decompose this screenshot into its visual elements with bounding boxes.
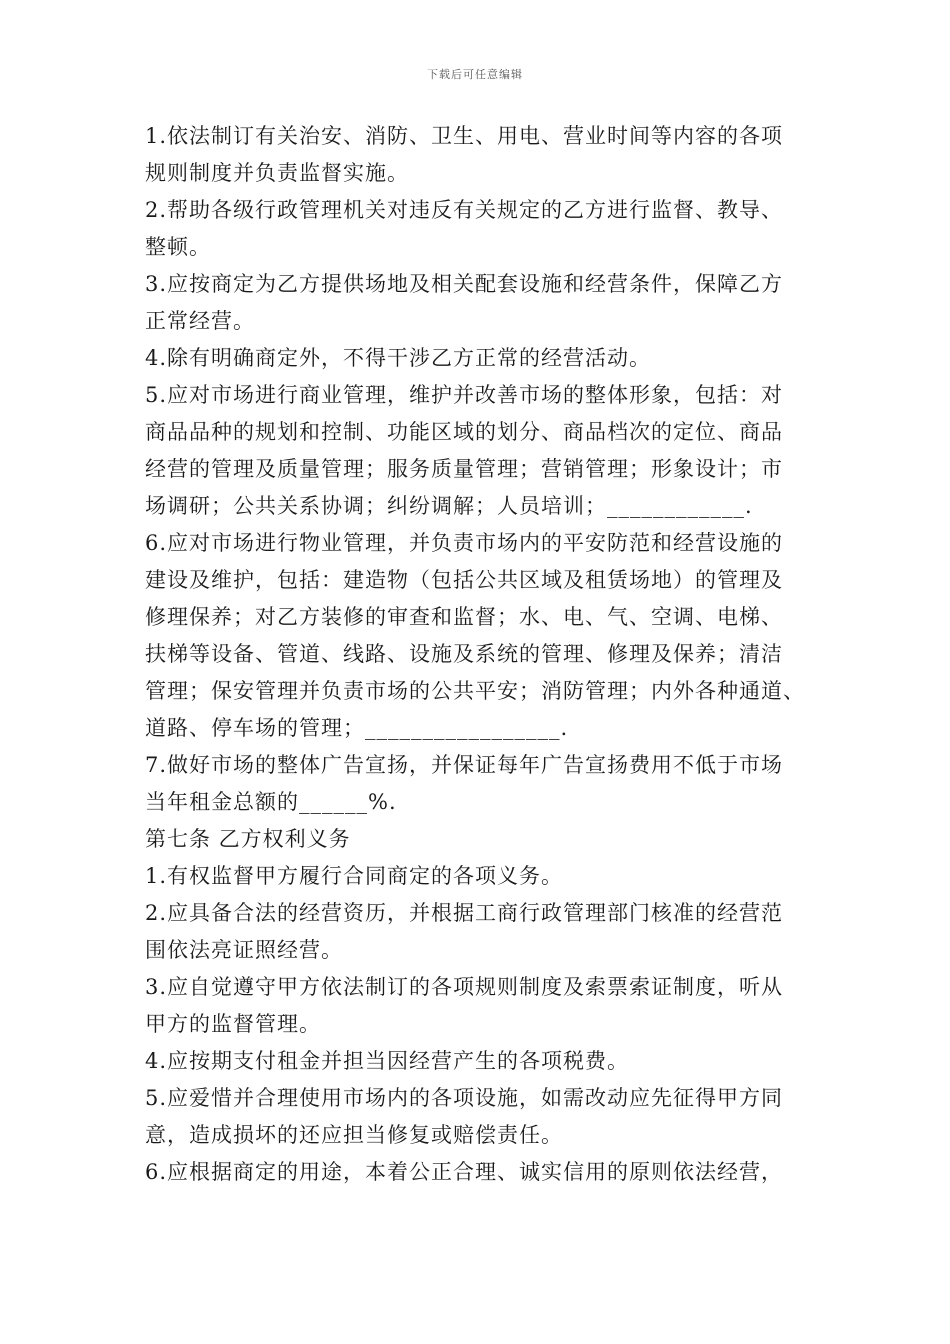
document-body — [145, 118, 820, 1191]
body-line: 经营的管理及质量管理；服务质量管理；营销管理；形象设计；市 — [145, 457, 783, 481]
body-line: 2.应具备合法的经营资历，并根据工商行政管理部门核准的经营范 — [145, 901, 784, 925]
body-line: 甲方的监督管理。 — [145, 1012, 321, 1036]
body-line: 4.除有明确商定外，不得干涉乙方正常的经营活动。 — [145, 346, 652, 370]
body-line: 6.应根据商定的用途，本着公正合理、诚实信用的原则依法经营， — [145, 1160, 784, 1184]
body-line: 场调研；公共关系协调；纠纷调解；人员培训；____________. — [145, 494, 753, 518]
body-line: 5.应爱惜并合理使用市场内的各项设施，如需改动应先征得甲方同 — [145, 1086, 784, 1110]
body-line: 6.应对市场进行物业管理，并负责市场内的平安防范和经营设施的 — [145, 531, 784, 555]
body-line: 管理；保安管理并负责市场的公共平安；消防管理；内外各种通道、 — [145, 679, 805, 703]
body-line: 2.帮助各级行政管理机关对违反有关规定的乙方进行监督、教导、 — [145, 198, 784, 222]
body-line: 道路、停车场的管理；_________________. — [145, 716, 569, 740]
body-line: 4.应按期支付租金并担当因经营产生的各项税费。 — [145, 1049, 630, 1073]
body-line: 扶梯等设备、管道、线路、设施及系统的管理、修理及保养；清洁 — [145, 642, 783, 666]
body-line: 3.应按商定为乙方提供场地及相关配套设施和经营条件，保障乙方 — [145, 272, 784, 296]
body-line: 商品品种的规划和控制、功能区域的划分、商品档次的定位、商品 — [145, 420, 783, 444]
body-line: 第七条 乙方权利义务 — [145, 827, 351, 851]
body-line: 规则制度并负责监督实施。 — [145, 161, 409, 185]
body-line: 修理保养；对乙方装修的审查和监督；水、电、气、空调、电梯、 — [145, 605, 783, 629]
body-line: 意，造成损坏的还应担当修复或赔偿责任。 — [145, 1123, 563, 1147]
body-line: 建设及维护，包括：建造物（包括公共区域及租赁场地）的管理及 — [145, 568, 783, 592]
page-header: 下载后可任意编辑 — [427, 68, 523, 81]
body-line: 正常经营。 — [145, 309, 255, 333]
body-line: 3.应自觉遵守甲方依法制订的各项规则制度及索票索证制度，听从 — [145, 975, 784, 999]
body-line: 1.依法制订有关治安、消防、卫生、用电、营业时间等内容的各项 — [145, 124, 784, 148]
body-line: 围依法亮证照经营。 — [145, 938, 343, 962]
body-line: 1.有权监督甲方履行合同商定的各项义务。 — [145, 864, 564, 888]
body-line: 整顿。 — [145, 235, 211, 259]
body-line: 7.做好市场的整体广告宣扬，并保证每年广告宣扬费用不低于市场 — [145, 753, 784, 777]
body-line: 当年租金总额的______%. — [145, 790, 397, 814]
body-line: 5.应对市场进行商业管理，维护并改善市场的整体形象，包括：对 — [145, 383, 784, 407]
